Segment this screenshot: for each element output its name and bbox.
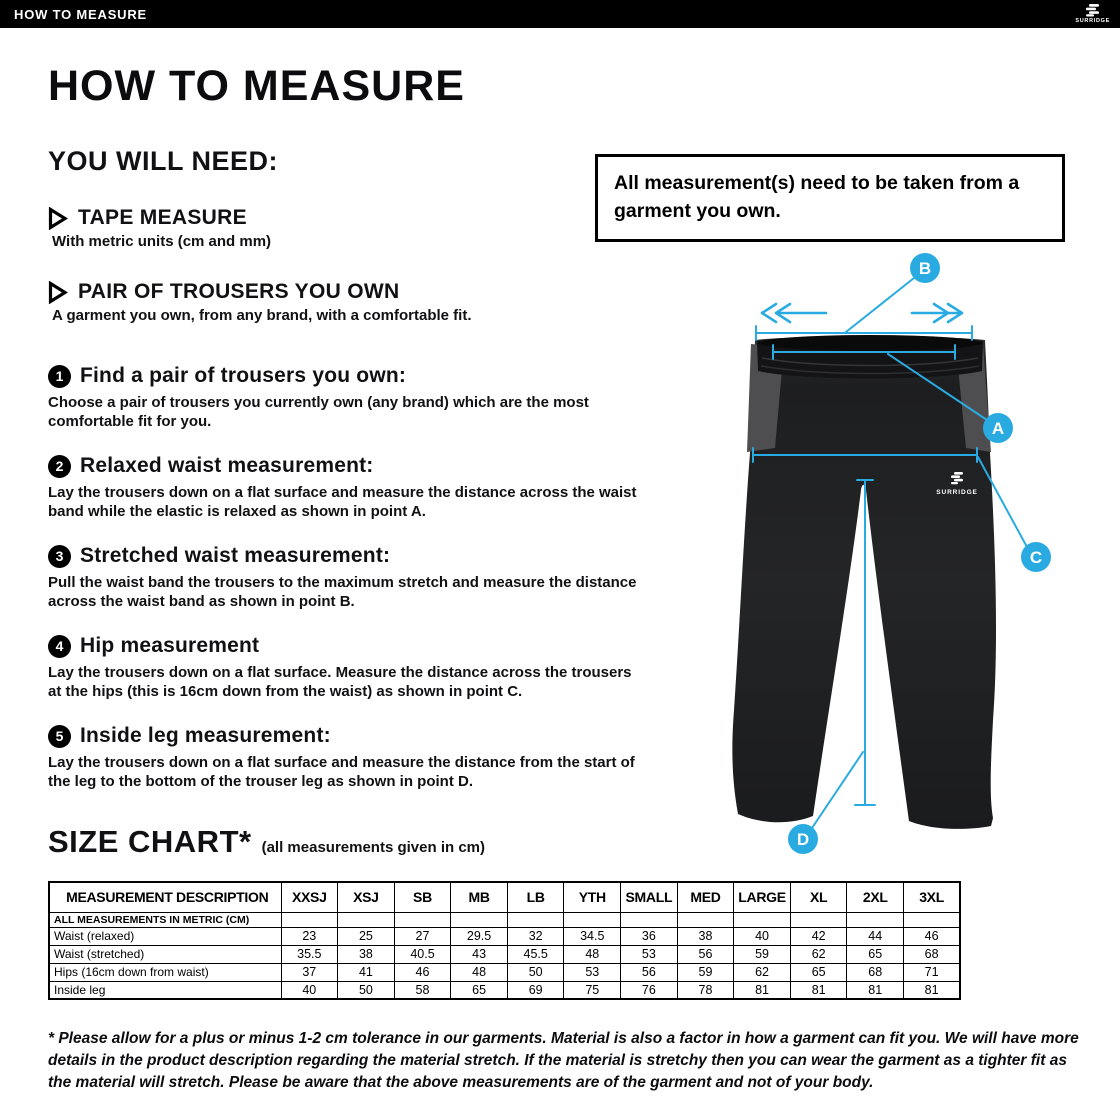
need-item-description: A garment you own, from any brand, with a comfortable fit. — [52, 307, 472, 324]
step-2 — [48, 454, 658, 544]
step-5 — [48, 724, 658, 814]
table-header-cell: MB — [451, 882, 508, 912]
unit-note: ALL MEASUREMENTS IN METRIC (CM) — [49, 912, 281, 927]
value-cell: 27 — [394, 927, 451, 945]
value-cell: 38 — [338, 945, 395, 963]
step-description: Pull the waist band the trousers to the maximum stretch and measure the distance across the waist band as shown in point B. — [48, 574, 637, 611]
need-item-tape-measure — [48, 206, 648, 250]
step-title: Find a pair of trousers you own: — [80, 364, 407, 387]
value-cell: 65 — [790, 963, 847, 981]
value-cell: 53 — [564, 963, 621, 981]
table-header-cell: SB — [394, 882, 451, 912]
surridge-s-icon — [1085, 4, 1100, 17]
footnote: * Please allow for a plus or minus 1-2 cm tolerance in our garments. Material is also a factor in how a garment can fit you. We will have more details in the product description regarding the material stretch. If the material is stretchy then you can wear the garment as a tighter fit as the material will stretch. Please be aware that the above measurements are of the garment and not of your body. — [48, 1030, 1079, 1091]
row-label: Waist (relaxed) — [49, 927, 281, 945]
step-1 — [48, 364, 658, 454]
step-number-badge: 5 — [48, 725, 71, 748]
value-cell: 48 — [451, 963, 508, 981]
trousers-image — [698, 240, 1108, 885]
measure-point-d — [788, 824, 818, 854]
measure-point-c — [1021, 542, 1051, 572]
empty-cell — [281, 912, 338, 927]
svg-text:A: A — [991, 419, 1005, 438]
empty-cell — [451, 912, 508, 927]
step-number-badge: 2 — [48, 455, 71, 478]
size-chart-subheading: (all measurements given in cm) — [261, 839, 485, 856]
value-cell: 40 — [281, 981, 338, 999]
empty-cell — [507, 912, 564, 927]
value-cell: 76 — [621, 981, 678, 999]
table-header-cell: MEASUREMENT DESCRIPTION — [49, 882, 281, 912]
table-header-cell: XXSJ — [281, 882, 338, 912]
value-cell: 40.5 — [394, 945, 451, 963]
value-cell: 56 — [621, 963, 678, 981]
value-cell: 68 — [904, 945, 961, 963]
measure-point-a — [983, 413, 1013, 443]
table-header-cell: YTH — [564, 882, 621, 912]
table-header-cell: 3XL — [904, 882, 961, 912]
step-description: Lay the trousers down on a flat surface and measure the distance across the waist band while the elastic is relaxed as shown in point A. — [48, 484, 637, 521]
need-item-description: With metric units (cm and mm) — [52, 233, 272, 250]
table-header-cell: LB — [507, 882, 564, 912]
top-bar — [0, 0, 1120, 28]
steps — [48, 364, 658, 814]
step-description: Lay the trousers down on a flat surface and measure the distance from the start of the leg to the bottom of the trouser leg as shown in point D. — [48, 754, 635, 791]
table-header-cell: XL — [790, 882, 847, 912]
value-cell: 44 — [847, 927, 904, 945]
step-number-badge: 1 — [48, 365, 71, 388]
value-cell: 25 — [338, 927, 395, 945]
step-title: Hip measurement — [80, 634, 260, 657]
svg-text:B: B — [918, 259, 932, 278]
value-cell: 53 — [621, 945, 678, 963]
value-cell: 81 — [904, 981, 961, 999]
table-header-row — [49, 882, 960, 912]
value-cell: 37 — [281, 963, 338, 981]
surridge-logo — [1075, 4, 1110, 24]
value-cell: 23 — [281, 927, 338, 945]
table-header-cell: SMALL — [621, 882, 678, 912]
step-title: Stretched waist measurement: — [80, 544, 391, 567]
empty-cell — [394, 912, 451, 927]
row-label: Waist (stretched) — [49, 945, 281, 963]
value-cell: 59 — [734, 945, 791, 963]
step-number-badge: 3 — [48, 545, 71, 568]
step-3 — [48, 544, 658, 634]
empty-cell — [564, 912, 621, 927]
value-cell: 36 — [621, 927, 678, 945]
value-cell: 42 — [790, 927, 847, 945]
value-cell: 48 — [564, 945, 621, 963]
page-title: HOW TO MEASURE — [48, 62, 465, 110]
size-chart-heading: SIZE CHART* — [48, 824, 252, 859]
empty-cell — [338, 912, 395, 927]
value-cell: 81 — [790, 981, 847, 999]
size-chart-header — [48, 824, 485, 860]
value-cell: 40 — [734, 927, 791, 945]
value-cell: 45.5 — [507, 945, 564, 963]
need-item-label: TAPE MEASURE — [78, 206, 247, 229]
row-label: Inside leg — [49, 981, 281, 999]
empty-cell — [621, 912, 678, 927]
table-header-cell: 2XL — [847, 882, 904, 912]
value-cell: 75 — [564, 981, 621, 999]
waist-opening — [758, 335, 982, 351]
svg-text:D: D — [796, 830, 810, 849]
table-row — [49, 963, 960, 981]
empty-cell — [790, 912, 847, 927]
value-cell: 32 — [507, 927, 564, 945]
value-cell: 62 — [790, 945, 847, 963]
top-bar-title: HOW TO MEASURE — [14, 6, 148, 22]
table-row — [49, 927, 960, 945]
empty-cell — [677, 912, 734, 927]
value-cell: 65 — [451, 981, 508, 999]
measure-point-b — [910, 253, 940, 283]
value-cell: 38 — [677, 927, 734, 945]
value-cell: 71 — [904, 963, 961, 981]
empty-cell — [904, 912, 961, 927]
value-cell: 78 — [677, 981, 734, 999]
table-header-cell: MED — [677, 882, 734, 912]
value-cell: 68 — [847, 963, 904, 981]
step-description: Choose a pair of trousers you currently own (any brand) which are the most comfortable fit for you. — [48, 394, 589, 431]
you-will-need-heading: YOU WILL NEED: — [48, 146, 279, 176]
value-cell: 58 — [394, 981, 451, 999]
table-row — [49, 945, 960, 963]
value-cell: 81 — [847, 981, 904, 999]
value-cell: 69 — [507, 981, 564, 999]
value-cell: 65 — [847, 945, 904, 963]
size-chart-table — [48, 881, 961, 1000]
step-title: Relaxed waist measurement: — [80, 454, 374, 477]
brand-label: SURRIDGE — [1075, 18, 1110, 24]
empty-cell — [847, 912, 904, 927]
value-cell: 29.5 — [451, 927, 508, 945]
value-cell: 46 — [394, 963, 451, 981]
empty-cell — [734, 912, 791, 927]
step-description: Lay the trousers down on a flat surface. Measure the distance across the trousers at the hips (this is 16cm down from the waist) as shown in point C. — [48, 664, 632, 701]
need-item-label: PAIR OF TROUSERS YOU OWN — [78, 280, 400, 303]
table-header-cell: XSJ — [338, 882, 395, 912]
value-cell: 81 — [734, 981, 791, 999]
value-cell: 43 — [451, 945, 508, 963]
step-4 — [48, 634, 658, 724]
row-label: Hips (16cm down from waist) — [49, 963, 281, 981]
value-cell: 41 — [338, 963, 395, 981]
value-cell: 46 — [904, 927, 961, 945]
triangle-bullet-icon — [48, 207, 68, 230]
triangle-bullet-icon — [48, 281, 68, 304]
value-cell: 50 — [507, 963, 564, 981]
value-cell: 56 — [677, 945, 734, 963]
table-row — [49, 981, 960, 999]
value-cell: 34.5 — [564, 927, 621, 945]
svg-text:C: C — [1029, 548, 1043, 567]
table-header-cell: LARGE — [734, 882, 791, 912]
step-title: Inside leg measurement: — [80, 724, 331, 747]
step-number-badge: 4 — [48, 635, 71, 658]
garment-brand-label: SURRIDGE — [936, 489, 978, 496]
need-item-trousers — [48, 280, 648, 324]
value-cell: 62 — [734, 963, 791, 981]
trousers-diagram — [698, 240, 1108, 885]
unit-row — [49, 912, 960, 927]
notice-box — [595, 154, 1065, 242]
value-cell: 35.5 — [281, 945, 338, 963]
notice-text: All measurement(s) need to be taken from a garment you own. — [614, 172, 1020, 223]
value-cell: 50 — [338, 981, 395, 999]
value-cell: 59 — [677, 963, 734, 981]
